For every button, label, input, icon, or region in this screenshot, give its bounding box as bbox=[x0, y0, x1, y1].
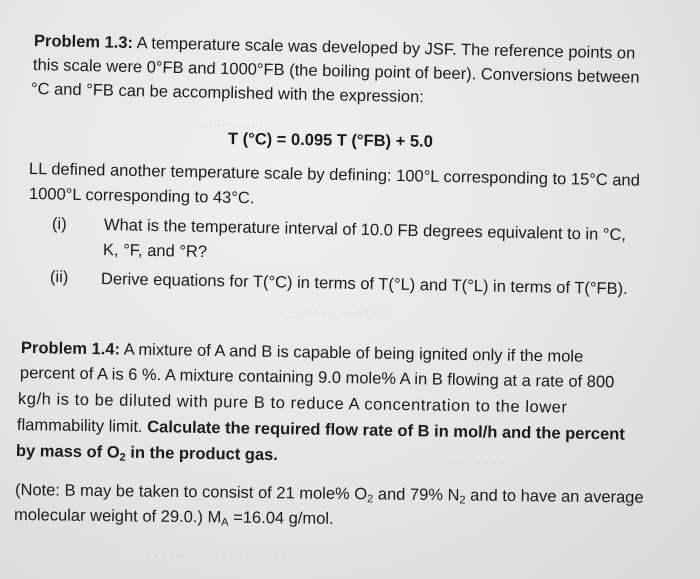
item-i-line-1: What is the temperature interval of 10.0 FB degrees equivalent to in °C, bbox=[103, 216, 627, 245]
note-line-1-a: (Note: B may be taken to consist of 21 mole% O bbox=[14, 481, 368, 504]
item-ii-line-1: Derive equations for T(°C) in terms of T(°L) and T(°L) in terms of T(°FB). bbox=[100, 270, 628, 299]
ll-definition-line-1: LL defined another temperature scale by defining: 100°L corresponding to 15°C and bbox=[28, 160, 641, 190]
bleed-through-text: · · · · · · · · · · · · · bbox=[280, 305, 387, 321]
problem-1-3-line-2: this scale were 0°FB and 1000°FB (the boiling point of beer). Conversions between bbox=[32, 56, 640, 87]
problem-1-4-line-5-b: in the product gas. bbox=[125, 443, 279, 465]
problem-1-4-line-5-a: by mass of O bbox=[15, 442, 120, 462]
note-o2-subscript: 2 bbox=[367, 493, 374, 506]
problem-1-3-title: Problem 1.3: bbox=[33, 32, 134, 53]
problem-1-4-text: A mixture of A and B is capable of being ignited only if the mole bbox=[119, 340, 584, 366]
note-line-1 bbox=[15, 481, 644, 508]
problem-1-4-title: Problem 1.4: bbox=[20, 339, 121, 359]
problem-1-3-line-3: °C and °FB can be accomplished with the expression: bbox=[30, 80, 425, 107]
bleed-through-text: · · · · · · · · bbox=[200, 118, 264, 134]
note-line-1-b: and 79% N bbox=[373, 485, 460, 505]
problem-1-4-line-3: kg/h is to be diluted with pure B to reduce A concentration to the lower bbox=[17, 390, 568, 417]
note-line-2-b: =16.04 g/mol. bbox=[228, 508, 334, 528]
problem-1-4-line-4 bbox=[17, 416, 625, 445]
o2-subscript: 2 bbox=[119, 451, 126, 464]
item-i-marker: (i) bbox=[51, 215, 67, 234]
problem-1-4-line-4-plain: flammability limit. bbox=[16, 416, 148, 437]
ma-subscript: A bbox=[221, 516, 229, 529]
problem-1-4-line-2: percent of A is 6 %. A mixture containing 9.0 mole% A in B flowing at a rate of 800 bbox=[19, 364, 615, 392]
item-ii-marker: (ii) bbox=[49, 268, 69, 287]
item-i-line-2: K, °F, and °R? bbox=[102, 241, 208, 261]
problem-1-4-line-4-bold: Calculate the required flow rate of B in mol/h and the percent bbox=[147, 418, 625, 444]
conversion-equation: T (°C) = 0.095 T (°FB) + 5.0 bbox=[227, 130, 433, 151]
note-n2-subscript: 2 bbox=[459, 494, 466, 507]
ll-definition-line-2: 1000°L corresponding to 43°C. bbox=[28, 185, 255, 208]
note-line-2-a: molecular weight of 29.0.) M bbox=[13, 506, 222, 527]
note-line-2 bbox=[14, 506, 334, 529]
problem-1-4-line-1 bbox=[21, 339, 583, 367]
bleed-through-text: · · · · · · · · · · · · · · · · · · · · bbox=[120, 548, 286, 564]
problem-1-3-text: A temperature scale was developed by JSF. The reference points on bbox=[132, 34, 636, 63]
problem-1-4-line-5 bbox=[16, 442, 278, 465]
note-line-1-c: and to have an average bbox=[465, 486, 644, 507]
bleed-through-text: · · · · · · · · bbox=[450, 455, 514, 471]
